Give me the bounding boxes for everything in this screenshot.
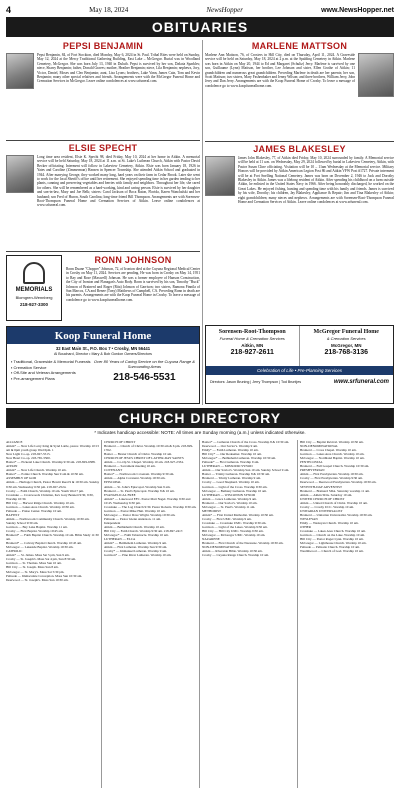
koop-service-1: ▪ Traditional, Graveside & Memorial Funerals bbox=[11, 359, 91, 364]
koop-directors: Al Bouchard, Director • Mary & Bob Gordon Owners/Directors bbox=[54, 352, 152, 356]
column-divider bbox=[297, 440, 298, 788]
site-url[interactable]: www.NewsHopper.net bbox=[321, 6, 394, 14]
obit-photo-elsie bbox=[6, 155, 34, 193]
church-directory-note: * Indicates handicap accessible: NOTE: All times are Sunday morning (a.m.) unless indicated otherwise. bbox=[94, 430, 306, 435]
obit-body-elsie: Long time area resident, Elsie K. Specht 98, died Friday, May 10, 2024 at her home in Aitkin. A memorial service will be held Saturday, May 18, 2024 at 11 a.m. at St. Luke's Lutheran Church, Aitkin with Pastor David Becker officiating. Interment will follow in Lakeview Cemetery, Aitkin. Elsie was born January 18, 1926 in Yates and Caroline (Zimmerman) Hansen in Spencer Township. She attended Aitkin School and graduated in 1944. After marrying George, they worked many long, hard years on their farm in Cedar Brook. Later she went to work for the local Sheriff's office until her retirement. She enjoyed spending time in her garden tending to her plants, canning and preserving vegetables and berries with family and neighbors. Throughout her life, she cared for others. She will be remembered as a hard-working, kind and caring person. Elsie is survived by her daughter and son-in-law, Mary and Joe Belk; sisters: Carol Jackson of Boca Raton, Florida, Karen Wanchalski and her husband; son Fred of Huron, South Carolina; long-time friend Bill Thompson. Arrangements are with Sorensen-Root-Thompson Funeral Home and Cremation Services of Aitkin. Leave online condolences at www.srfuneral.com. bbox=[37, 155, 200, 208]
mcgregor-title: McGregor Funeral Home bbox=[313, 329, 379, 335]
newshopper-logo: NewsHopper bbox=[206, 6, 243, 14]
obit-body-ronn: Ronn Duane "Chopper" Johnson, 72, of Ironton died at the Cuyuna Regional Medical Center in Crosby on May 11, 2024. Services are pending. He was born in Crosby on May 14, 1951 to Ray and Rose (Maxwell) Johnson. He was a former employee of Hanson Construction, the City of Ironton and Flanagan's Auto Body. Ronn is survived by his son, Timothy "Buck" Johnson of Brainerd and Roger (Rita) Johnson of Garrison; two sisters, Ramona Finnila of San Marcos, CA and Renee (Tony) Matthews of Campbell, CA. Preceding Ronn in death are his parents. Arrangements are with the Koop Funeral Home in Crosby. To leave a message of condolence go to www.koopfuneralhome.com. bbox=[66, 267, 200, 302]
page-number: 4 bbox=[6, 5, 12, 15]
obituaries-title: OBITUARIES bbox=[151, 19, 249, 35]
koop-title: Koop Funeral Home bbox=[54, 329, 152, 342]
koop-tagline: Over 80 Years of Caring Service on the Cuyuna Range & Surrounding Areas bbox=[93, 359, 195, 369]
column-divider bbox=[202, 40, 203, 405]
sorensen-directors: Directors: Jason Bruning | Jerry Thompson | Tod Bruntjes bbox=[210, 380, 302, 384]
mcgregor-sub: & Cremation Services bbox=[326, 336, 366, 341]
memorials-title: MEMORIALS bbox=[15, 287, 53, 293]
monument-icon bbox=[23, 262, 45, 284]
obit-name-elsie: ELSIE SPECHT bbox=[68, 143, 138, 153]
koop-funeral-home-ad bbox=[6, 326, 200, 404]
koop-service-2: ▪ Cremation Service bbox=[11, 364, 47, 370]
sorensen-phone: 218-927-2611 bbox=[230, 349, 274, 356]
divider bbox=[205, 141, 394, 142]
mcgregor-phone: 218-768-3136 bbox=[324, 349, 369, 356]
koop-service-4: ▪ Pre-arrangement Plans bbox=[11, 375, 55, 381]
divider bbox=[6, 251, 200, 252]
koop-address: 32 East Main St., P.O. Box 7 • Crosby, MN 56441 bbox=[55, 346, 151, 351]
memorials-ad bbox=[6, 255, 62, 321]
column-divider bbox=[101, 440, 102, 788]
mcgregor-city: McGregor, MN bbox=[330, 343, 362, 348]
church-column-4: Hill City — Baptist Revival. Worship 10:30 am. NON-DENOMINATIONAL Brainerd — Cross Chapel. Worship 10 am. Garrison — Lakes Area Church. Worship 10 am. McGregor — Northland Baptist. Worship 10 am. PENTECOSTAL Brainerd — Full Gospel Church. Worship 10:30 am. PRESBYTERIAN Aitkin — First Presbyterian. Worship 10:30 am. Crosby — First Presbyterian. Worship 9:30 am. Deerwood — Deerwood Presbyterian. Worship 10:30 am. SEVENTH-DAY ADVENTIST Brainerd — Brainerd SDA. Saturday worship 11 am. Aitkin — Aitkin SDA. Saturday 10 am. UNITED CHURCH OF CHRIST Aitkin — United Church of Christ. Worship 10 am. Crosby — Crosby UCC. Worship 10 am. UNITARIAN UNIVERSALIST Brainerd — Unitarian Universalist. Worship 10:30 am. WESLEYAN Emily — Wesleyan Church. Worship 10 am. OTHER Crosslake — Lakes Area Church. Worship 10 am. Garrison — Church on the Lake. Worship 10 am. Hill City — Pastor Roger Lynn. Worship 10 am. McGregor — Lighthouse Church. Worship 10 am. Palisade — Palisade Church. Worship 10 am. Wealthwood — Church of God. Worship 10 am. bbox=[300, 440, 377, 554]
memorials-phone: 218-927-3300 bbox=[19, 302, 49, 307]
sorensen-url[interactable]: www.srfuneral.com bbox=[333, 379, 389, 385]
issue-date: May 18, 2024 bbox=[89, 6, 129, 14]
obit-body-marlene: Marlene Ann Mattson, 76, of Crosiers in Hill City, died on Thursday, April 11, 2024. A Graveside service will be held on Saturday, May 18, 2024 at 2 p.m. at the Spalding Cemetery in Aitkin. Marlene was born in Aitkin on May 20, 1944 to Ed and Margaret (Schultz) Jerry. Marlene is survived by one son, Guillaume (Lynn) Mattson, her brother, Lee Johnson and sister, Ellen Grothe of Aitkin; 11 grandchildren and numerous great grandchildren. Preceding Marlene in death are her parents; her son, Scott Mattson; two sisters, Mary Fashenbaker and Jenny Wilson; and three brothers, William Jerry, John Jerry and Dan Jerry. Arrangements are with the Koop Funeral Home of Crosby. To leave a message of condolence go to www.koopfuneralhome.com. bbox=[205, 53, 355, 88]
obit-name-pepsi: PEPSI BENJAMIN bbox=[62, 41, 144, 51]
obit-name-ronn: RONN JOHNSON bbox=[94, 255, 172, 265]
sorensen-sub: Funeral Home & Cremation Services bbox=[219, 336, 285, 341]
church-column-3: Baxter* — Lutheran Church of the Cross. Worship 8 & 10:30 am. Deerwood — Our Savior's. Worship 9 am. Emily* — Faith Lutheran. Worship 10 am. Hill City* — Our Redeemer. Worship 10 am. McGregor* — Bethlehem Lutheran. Worship 10:30 am. Palisade* — First Lutheran. Worship 9 am. LUTHERAN — MISSOURI SYNOD Aitkin — Our Savior's. Worship Sun 10 am. Sunday School 9 am. Baxter — Trinity Lutheran. Worship 8 & 10:30 am. Brainerd — Trinity Lutheran. Worship 9 am. Crosby — Good Shepherd. Worship 10 am. Garrison — Light of the Cross. Worship 9:30 am. McGregor — Bethany Lutheran. Worship 10 am. LUTHERAN — WISCONSIN SYNOD Aitkin — Grace Lutheran. Worship 9 am. Brainerd — Our Savior's. Worship 10 am. McGregor — St. Paul's. Worship 11 am. METHODIST Aitkin* — First United Methodist. Worship 10:30 am. Crosby — First UMC. Worship 9 am. Crosslake — Crosslake UMC. Worship 9:30 am. Garrison — Light of the Lakes. Worship 9:30 am. Hill City — Hill City UMC. Worship 9:30 am. McGregor — McGregor UMC. Worship 10 am. NAZARENE Brainerd — First Church of the Nazarene. Worship 10:30 am. NON-DENOMINATIONAL Aitkin — Riverside Bible. Worship 10:30 am. Crosby — Cuyuna Range Church. Worship 10 am. bbox=[202, 440, 290, 558]
obit-photo-pepsi bbox=[6, 53, 34, 89]
sorensen-tagline: Celebration of Life • Pre-Planning Services bbox=[256, 368, 343, 373]
sorensen-city: Aitkin, MN bbox=[241, 343, 264, 348]
obit-photo-james bbox=[205, 156, 235, 196]
obit-body-pepsi: Pepsi Benjamin, 84, of Fort Stockton, died Monday, May 6, 2024 in St. Paul. Tribal Rites were held on Sunday, May 12, 2024 at the Mercy Traditional Gathering Building, East Lake – McGregor. Burial was in Woodland Cemetery, McGregor. She was born July 13, 1940 in Duluth. Pepsi is survived by her son, Dakota Sparkles; niece, Sharry Benjamin; father, Donald Graves; mother, Heather Benjamin; niece, Lila Benjamin; nephews, Jory, Victor, Daniel, Moses and Cleo Benjamin; aunt, Lisa Lyons; brothers, Luke Vann, James Cain, Tom and Kevin Benjamin; many other special relatives and friends. Arrangements were with the McGregor Funeral Home and Cremation Services in McGregor. Leave online condolences at www.srfuneral.com. bbox=[37, 53, 200, 84]
page-header bbox=[6, 4, 394, 16]
church-directory-banner bbox=[6, 408, 394, 428]
obituaries-banner bbox=[6, 17, 394, 37]
sorensen-mcgregor-ad bbox=[205, 325, 394, 404]
obit-photo-marlene bbox=[358, 53, 394, 97]
obit-body-james: James John Blakesley, 77, of Aitkin died Friday, May 10, 2024 surrounded by family. A Memorial service will be held at 11 a.m. on Wednesday, May 29, 2024 followed by burial in Lakeview Cemetery, Aitkin, with Pastor Susan Cline officiating. Visitation will be 10 – 11am Wednesday at the Memorial service. Military Honors will be provided by Aitkin American Legion Post 86 and Aitkin VFW Post #1727. Private interment will be at Fort Snelling National Cemetery. James was born on December 2, 1946 to Jack and Dorothy Blakesley in Aitkin. James was a lifelong resident of Aitkin. After spending his childhood on a farm outside Aitkin, he enlisted in the United States Navy in 1966. After being honorably discharged, he worked on the Great Lakes. He enjoyed fishing, hunting and spending time with his family and friends. James is survived by his wife, Dorothy; his children, Jay Blakesley, Appliance & Repair; Jim and Tina Blakesley of Aitkin; eight grandchildren; many nieces and nephews. Arrangements are with Sorensen-Root-Thompson Funeral Home and Cremation Services of Aitkin. Leave online condolences at www.srfuneral.com. bbox=[238, 156, 394, 205]
sorensen-title: Sorensen-Root-Thompson bbox=[218, 329, 286, 335]
obit-name-marlene: MARLENE MATTSON bbox=[251, 41, 348, 51]
divider bbox=[6, 140, 200, 141]
column-divider bbox=[199, 440, 200, 788]
memorials-sub: Blomgren-Wennberg bbox=[15, 295, 53, 300]
koop-phone: 218-546-5531 bbox=[113, 372, 176, 383]
church-column-2: CHURCH OF CHRIST Brainerd — Church of Christ. Worship 10:30 am & 6 pm. 218-829-1762. Baxter — Baxter Church of Christ. Worship 10 am. CHURCH OF JESUS CHRIST OF LATTER-DAY SAINTS Aitkin — Co-Op St. Chapel. Worship 10 am. 218-927-2334. Brainerd — Sacrament meeting 10 am. COVENANT Baxter* — Northwoods Covenant. Worship 9:30 am. Aitkin — Alpha Covenant. Worship 10:30 am. EPISCOPAL Aitkin — St. John's Episcopal. Worship Sun 9 am. Brainerd — St. Paul's Episcopal. Worship 8 & 10 am. EVANGELICAL FREE Aitkin* — Lakewood EFC. Pastor Matt Nagel. Worship 9:30 and 10:45. Wednesday 6:30 pm. Crosslake — The Log Church 9:30. Pastor Roberts. Worship 9:30 am. Garrison — Pastor Mike Hutt. Worship 10 am. McGregor — Pastor Dave Wright. Worship 10:30 am. Palisade — Pastor Glenn Anderson. 11 am. Independent Aitkin — Bethlehem Church. Worship 10 am. Hill City — Faith Church. Worship 9:30 am. 218-697-2417. McGregor* — Faith Tabernacle. Worship 10 am. LUTHERAN — ELCA Aitkin* — Bethlehem Lutheran. Worship 9 am. Aitkin — First Lutheran. Worship Sun 9:30 am. Crosby* — Immanuel Lutheran. Worship 9 am. Garrison* — Pine River Lutheran. Worship 10 am. bbox=[104, 440, 197, 558]
koop-service-3: ▪ Off-Site and Veteran Arrangements bbox=[11, 370, 76, 375]
church-column-1: ALLIANCE Aitkin* — New Life Larry King & Synd Lattle, pastor. Worship 10:15 am & 6pm youth group Wed 6pm. 1 New Light Co-op. 218-927-5515. New Heart Co-op. 218-765-3500. Baxter* — Pickerel Lake Church. Worship 9:30 am. 218-829-6388. AITKIN Aitkin* — New Life Church. Worship 10 am. Baxter* — Pointe Church. Worship Sun 9 am & 10:30 am. ASSEMBLY OF GOD Aitkin — Heritage Church, Pastor Hewitt Reed 9 & 10:30 am. Sunday 9:30 am. Wednesday 6:30 pm. 218-927-2524. Crosby — Faith Church, Worship 10 am. Youth Wed 7 pm. Crosslake — Crosswoods Christian, Kev Gary Bennett 9:30, 9:30, Worship 10:30. Hill City — Harvest Ridge Church. Worship 10 am. Garrison — Lakes Area Church. Worship 10:30 am. Palisade — Praise Center. Worship 10 am. BAPTIST Aitkin — Northwoods Community Church. Worship 10:30 am. Sunday School 9:30 am. Garrison — Bay Lake Baptist. Worship 11 am. Crosby — First Baptist. Worship 10:45 am. Brainerd* — Faith Baptist Church. Worship 10 am. Bible Study 11:30 am. Brainerd* — Calvary Baptist Church. Worship 10:45 am. McGregor — Lakeside Baptist. Worship 10:30 am. CATHOLIC Aitkin* — St. James. Mass Sat 5 pm, Sun 9 am. Crosby — St. Joseph's. Mass Sat 4 pm, Sun 8:30 am. Garrison — St. Thomas. Mass Sun 10 am. Hill City — St. Joseph. Mass Sun 8 am. McGregor — St. Mary's. Mass Sat 5:30 pm. Palisade — Immaculate Conception. Mass Sun 10:30 am. Deerwood — St. Joseph's. Mass Sun 10:30 am. bbox=[6, 440, 100, 582]
obit-name-james: JAMES BLAKESLEY bbox=[253, 144, 346, 154]
church-directory-title: CHURCH DIRECTORY bbox=[118, 410, 282, 426]
